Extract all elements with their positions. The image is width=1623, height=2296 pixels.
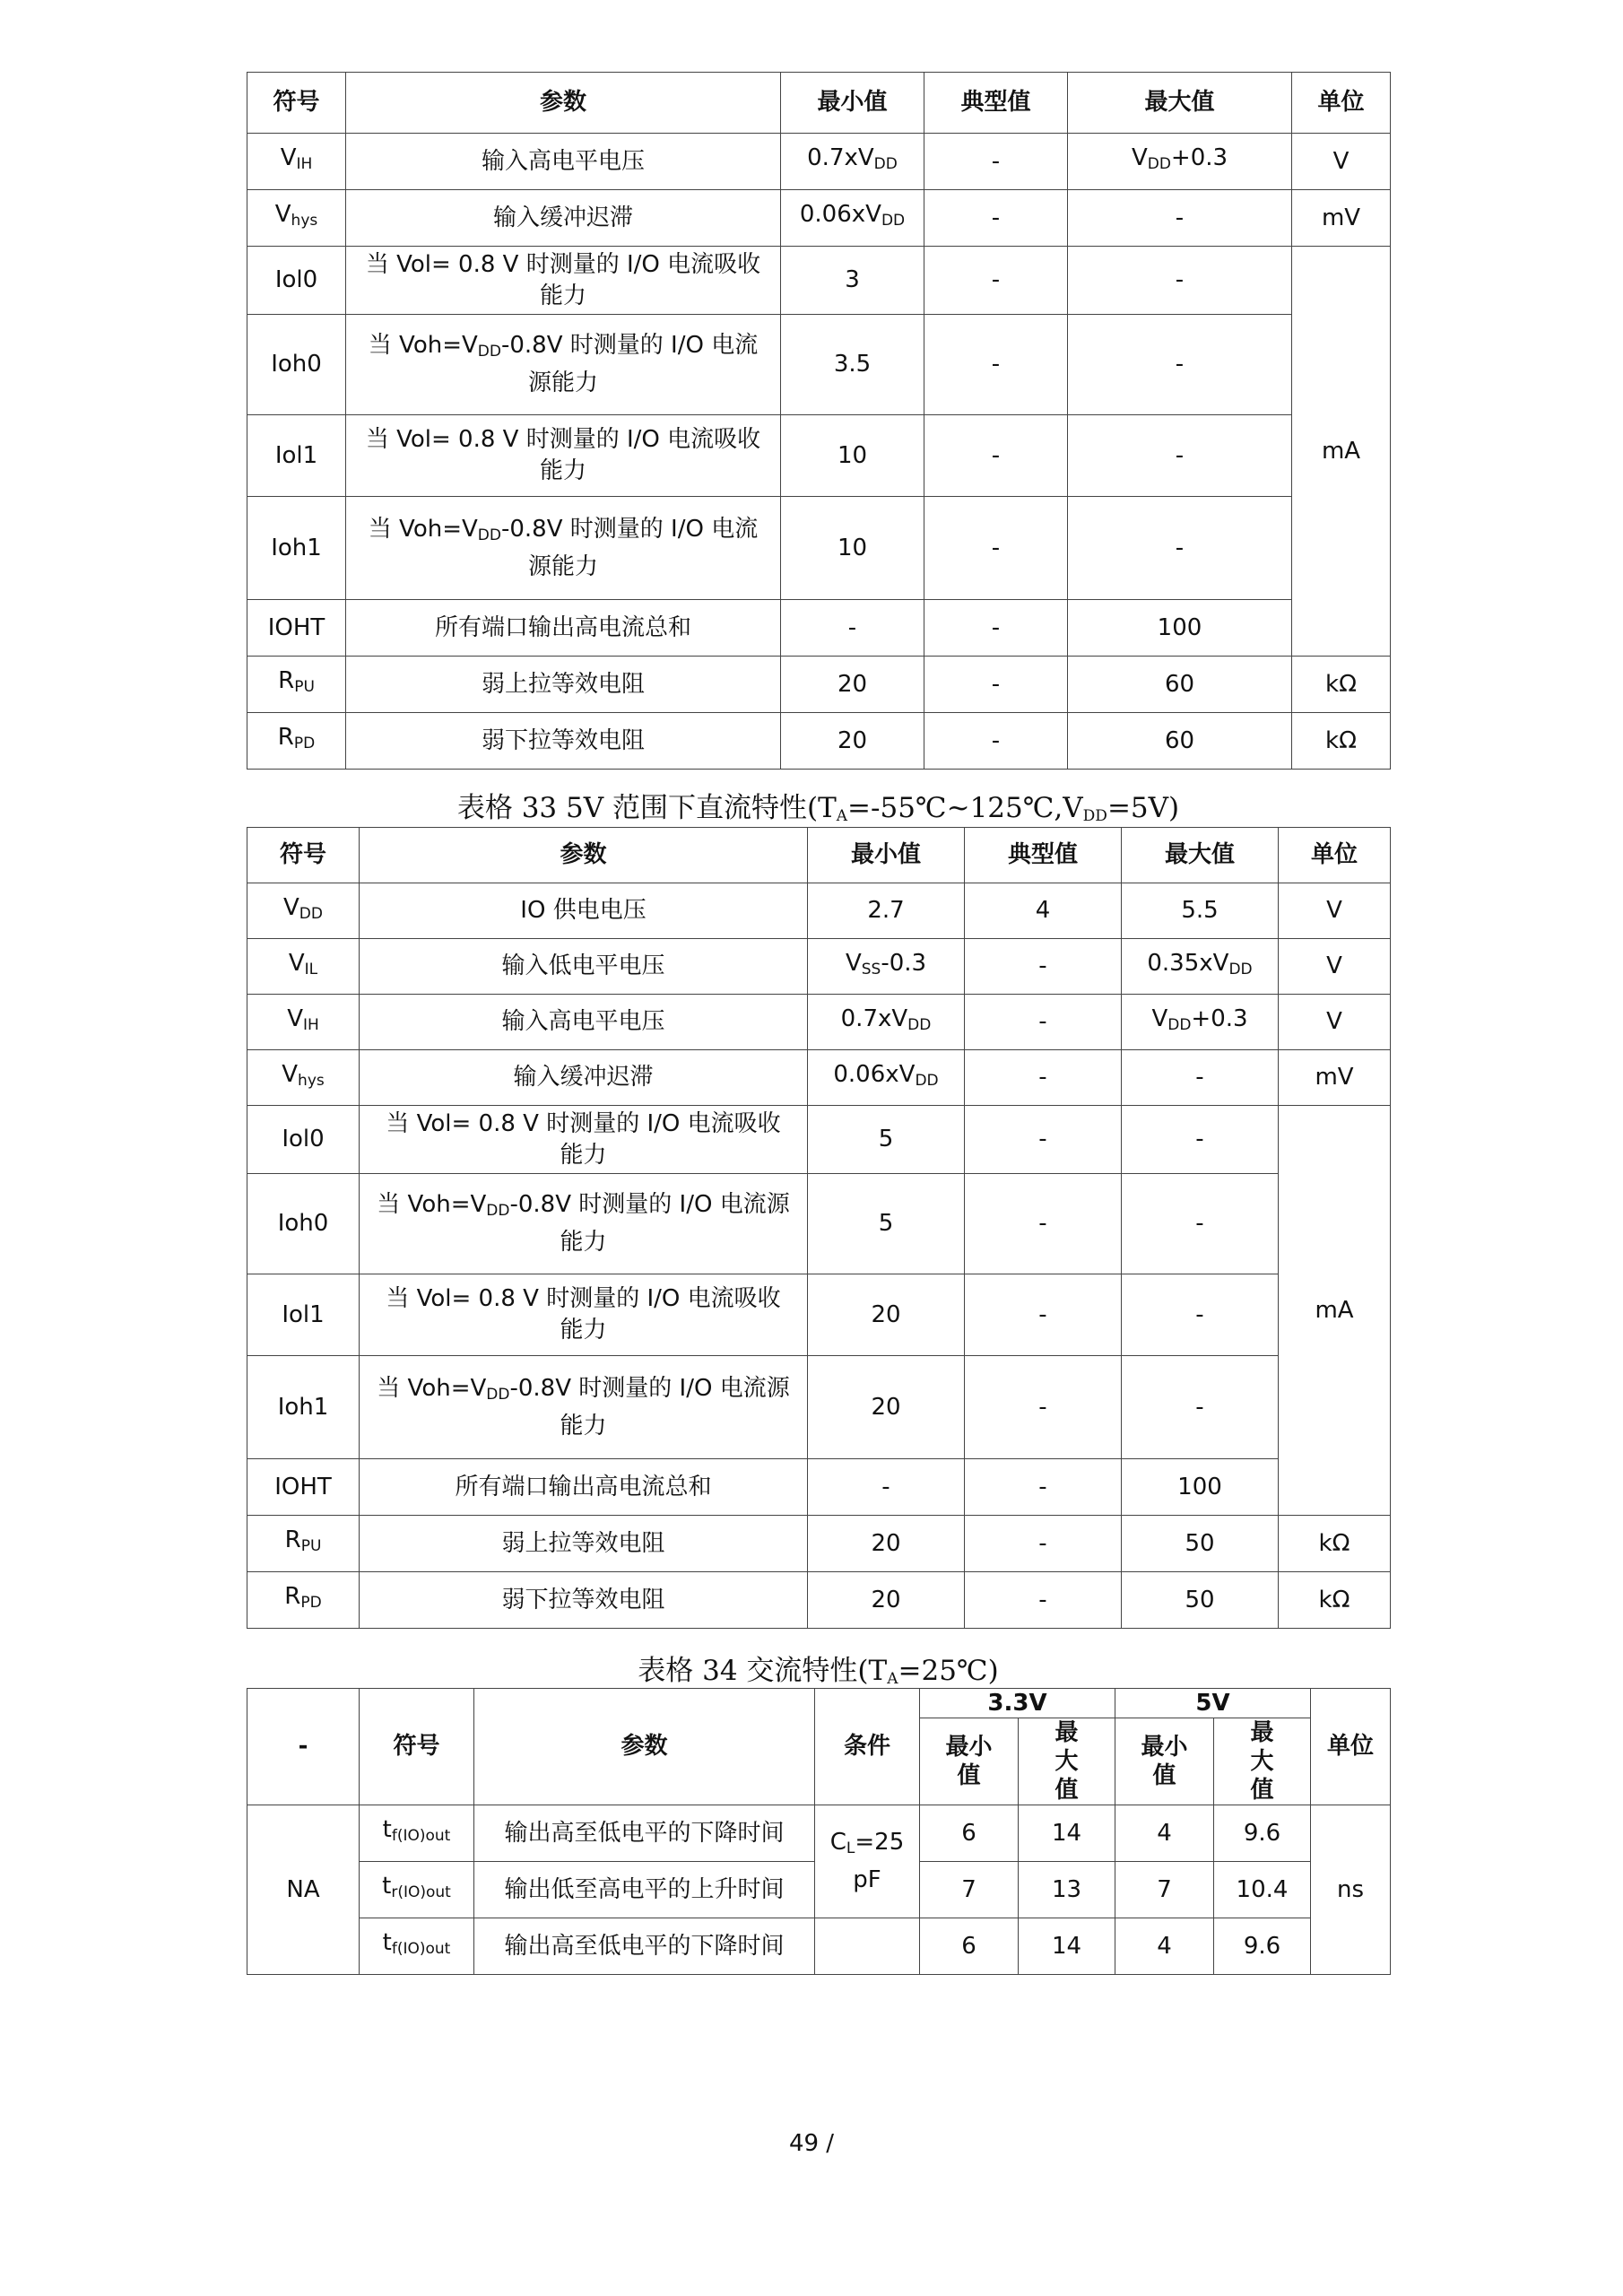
table-row bbox=[247, 1356, 1391, 1459]
typ-cell: - bbox=[924, 415, 1068, 497]
symbol-cell: $V_{hys}$ bbox=[247, 1050, 360, 1106]
parameter-cell: 输出低至高电平的上升时间 bbox=[474, 1862, 815, 1918]
typ-cell: - bbox=[924, 713, 1068, 770]
max-cell: - bbox=[1122, 1050, 1279, 1106]
unit-cell: kΩ bbox=[1292, 657, 1391, 713]
header-unit: 单位 bbox=[1292, 73, 1391, 134]
symbol-cell: Ioh1 bbox=[247, 1356, 360, 1459]
symbol-cell: IOHT bbox=[247, 600, 346, 657]
parameter-cell: 当 $Voh=V_{DD}-0.8V$ 时测量的 I/O 电流 源能力 bbox=[346, 315, 781, 415]
min-cell: 2.7 bbox=[808, 883, 965, 939]
symbol-cell: $t_{f(IO)out}$ bbox=[360, 1918, 474, 1975]
header-unit: 单位 bbox=[1279, 828, 1391, 883]
typ-cell: - bbox=[924, 497, 1068, 600]
table-row bbox=[247, 415, 1391, 497]
header-max-5v: 最大值 bbox=[1214, 1718, 1311, 1805]
symbol-cell: Iol1 bbox=[247, 1274, 360, 1356]
table-row bbox=[247, 1516, 1391, 1572]
parameter-cell: 当 $Voh=V_{DD}-0.8V$ 时测量的 I/O 电流源 能力 bbox=[360, 1174, 808, 1274]
group-cell: NA bbox=[247, 1805, 360, 1975]
table-row bbox=[247, 190, 1391, 247]
symbol-cell: Iol0 bbox=[247, 1106, 360, 1174]
header-symbol: 符号 bbox=[360, 1689, 474, 1805]
table-row bbox=[247, 600, 1391, 657]
table-row bbox=[247, 713, 1391, 770]
typ-cell: - bbox=[965, 995, 1122, 1050]
parameter-cell: 弱下拉等效电阻 bbox=[360, 1572, 808, 1629]
parameter-cell: 输出高至低电平的下降时间 bbox=[474, 1805, 815, 1862]
table-row bbox=[247, 1174, 1391, 1274]
header-min: 最小值 bbox=[781, 73, 924, 134]
max-5v-cell: 9.6 bbox=[1214, 1805, 1311, 1862]
dc-characteristics-table-continued bbox=[247, 72, 1391, 770]
header-max: 最大值 bbox=[1122, 828, 1279, 883]
parameter-cell: 弱上拉等效电阻 bbox=[346, 657, 781, 713]
symbol-cell: $R_{PD}$ bbox=[247, 1572, 360, 1629]
min-5v-cell: 4 bbox=[1115, 1805, 1214, 1862]
min-cell: 5 bbox=[808, 1106, 965, 1174]
symbol-cell: $R_{PD}$ bbox=[247, 713, 346, 770]
typ-cell: - bbox=[924, 600, 1068, 657]
symbol-cell: $R_{PU}$ bbox=[247, 657, 346, 713]
merged-unit-cell: mA bbox=[1292, 247, 1391, 657]
header-symbol: 符号 bbox=[247, 73, 346, 134]
table-row bbox=[247, 1274, 1391, 1356]
table-row bbox=[247, 995, 1391, 1050]
min-5v-cell: 4 bbox=[1115, 1918, 1214, 1975]
min-cell: 3 bbox=[781, 247, 924, 315]
symbol-cell: Ioh0 bbox=[247, 315, 346, 415]
max-cell: - bbox=[1068, 247, 1292, 315]
min-cell: - bbox=[781, 600, 924, 657]
min-cell: 20 bbox=[781, 657, 924, 713]
table-33-caption: 表格 33 5V 范围下直流特性$(T_A=-55℃\sim 125℃,V_{DD}=5V)$ bbox=[456, 792, 1180, 825]
header-3v3: 3.3V bbox=[920, 1689, 1115, 1718]
min-cell: $0.06xV_{DD}$ bbox=[781, 190, 924, 247]
typ-cell: - bbox=[965, 1050, 1122, 1106]
min-cell: - bbox=[808, 1459, 965, 1516]
typ-cell: - bbox=[965, 1572, 1122, 1629]
max-cell: 60 bbox=[1068, 713, 1292, 770]
max-cell: 50 bbox=[1122, 1572, 1279, 1629]
max-3v3-cell: 13 bbox=[1019, 1862, 1115, 1918]
typ-cell: - bbox=[924, 247, 1068, 315]
min-cell: 3.5 bbox=[781, 315, 924, 415]
table-row bbox=[247, 315, 1391, 415]
header-max-3v3: 最大值 bbox=[1019, 1718, 1115, 1805]
typ-cell: - bbox=[965, 1459, 1122, 1516]
parameter-cell: 当 Vol= 0.8 V 时测量的 I/O 电流吸收 能力 bbox=[346, 415, 781, 497]
header-typ: 典型值 bbox=[924, 73, 1068, 134]
header-max: 最大值 bbox=[1068, 73, 1292, 134]
symbol-cell: Ioh1 bbox=[247, 497, 346, 600]
table-row bbox=[247, 657, 1391, 713]
symbol-cell: $V_{hys}$ bbox=[247, 190, 346, 247]
table-row bbox=[247, 1918, 1391, 1975]
table-row bbox=[247, 939, 1391, 995]
min-3v3-cell: 7 bbox=[920, 1862, 1019, 1918]
header-min-3v3: 最小值 bbox=[920, 1718, 1019, 1805]
symbol-cell: IOHT bbox=[247, 1459, 360, 1516]
max-5v-cell: 9.6 bbox=[1214, 1918, 1311, 1975]
max-cell: $V_{DD}+0.3$ bbox=[1122, 995, 1279, 1050]
table-row bbox=[247, 1572, 1391, 1629]
header-parameter: 参数 bbox=[474, 1689, 815, 1805]
typ-cell: - bbox=[965, 1174, 1122, 1274]
symbol-cell: $V_{DD}$ bbox=[247, 883, 360, 939]
header-condition: 条件 bbox=[815, 1689, 920, 1805]
symbol-cell: Ioh0 bbox=[247, 1174, 360, 1274]
min-cell: 20 bbox=[808, 1572, 965, 1629]
max-cell: 50 bbox=[1122, 1516, 1279, 1572]
symbol-cell: $R_{PU}$ bbox=[247, 1516, 360, 1572]
max-3v3-cell: 14 bbox=[1019, 1805, 1115, 1862]
symbol-cell: Iol1 bbox=[247, 415, 346, 497]
table-row bbox=[247, 134, 1391, 190]
min-cell: 5 bbox=[808, 1174, 965, 1274]
parameter-cell: 输入高电平电压 bbox=[346, 134, 781, 190]
unit-cell: mV bbox=[1292, 190, 1391, 247]
header-parameter: 参数 bbox=[346, 73, 781, 134]
max-cell: - bbox=[1122, 1356, 1279, 1459]
table-row bbox=[247, 1459, 1391, 1516]
condition-cell: $C_L=25$ pF bbox=[815, 1805, 920, 1918]
min-cell: $0.7xV_{DD}$ bbox=[808, 995, 965, 1050]
parameter-cell: 输入低电平电压 bbox=[360, 939, 808, 995]
symbol-cell: $t_{r(IO)out}$ bbox=[360, 1862, 474, 1918]
parameter-cell: 当 $Voh=V_{DD}-0.8V$ 时测量的 I/O 电流源 能力 bbox=[360, 1356, 808, 1459]
typ-cell: - bbox=[965, 1274, 1122, 1356]
max-cell: 100 bbox=[1068, 600, 1292, 657]
max-cell: - bbox=[1122, 1106, 1279, 1174]
max-cell: 5.5 bbox=[1122, 883, 1279, 939]
table-row bbox=[247, 1050, 1391, 1106]
table-row bbox=[247, 497, 1391, 600]
typ-cell: - bbox=[965, 1356, 1122, 1459]
header-dash: - bbox=[247, 1689, 360, 1805]
unit-cell: mV bbox=[1279, 1050, 1391, 1106]
max-5v-cell: 10.4 bbox=[1214, 1862, 1311, 1918]
header-typ: 典型值 bbox=[965, 828, 1122, 883]
max-cell: $V_{DD}+0.3$ bbox=[1068, 134, 1292, 190]
header-min: 最小值 bbox=[808, 828, 965, 883]
parameter-cell: 当 Vol= 0.8 V 时测量的 I/O 电流吸收 能力 bbox=[346, 247, 781, 315]
parameter-cell: 所有端口输出高电流总和 bbox=[360, 1459, 808, 1516]
typ-cell: - bbox=[965, 939, 1122, 995]
parameter-cell: 输出高至低电平的下降时间 bbox=[474, 1918, 815, 1975]
typ-cell: 4 bbox=[965, 883, 1122, 939]
max-cell: - bbox=[1068, 497, 1292, 600]
min-3v3-cell: 6 bbox=[920, 1805, 1019, 1862]
min-cell: 20 bbox=[781, 713, 924, 770]
max-cell: - bbox=[1068, 315, 1292, 415]
max-3v3-cell: 14 bbox=[1019, 1918, 1115, 1975]
table-row bbox=[247, 247, 1391, 315]
min-cell: 20 bbox=[808, 1516, 965, 1572]
max-cell: $0.35xV_{DD}$ bbox=[1122, 939, 1279, 995]
min-3v3-cell: 6 bbox=[920, 1918, 1019, 1975]
typ-cell: - bbox=[924, 315, 1068, 415]
header-parameter: 参数 bbox=[360, 828, 808, 883]
parameter-cell: 弱下拉等效电阻 bbox=[346, 713, 781, 770]
max-cell: - bbox=[1068, 190, 1292, 247]
parameter-cell: 所有端口输出高电流总和 bbox=[346, 600, 781, 657]
unit-cell: V bbox=[1292, 134, 1391, 190]
min-5v-cell: 7 bbox=[1115, 1862, 1214, 1918]
unit-cell: kΩ bbox=[1279, 1516, 1391, 1572]
merged-unit-cell: mA bbox=[1279, 1106, 1391, 1516]
table-row bbox=[247, 883, 1391, 939]
max-cell: 100 bbox=[1122, 1459, 1279, 1516]
max-cell: - bbox=[1122, 1274, 1279, 1356]
page-number: 49 / bbox=[788, 2130, 835, 2157]
min-cell: $0.06xV_{DD}$ bbox=[808, 1050, 965, 1106]
unit-cell: kΩ bbox=[1279, 1572, 1391, 1629]
min-cell: 10 bbox=[781, 415, 924, 497]
parameter-cell: IO 供电电压 bbox=[360, 883, 808, 939]
table-row bbox=[247, 1805, 1391, 1862]
ac-characteristics-table bbox=[247, 1688, 1391, 1975]
header-unit: 单位 bbox=[1311, 1689, 1391, 1805]
parameter-cell: 当 Vol= 0.8 V 时测量的 I/O 电流吸收 能力 bbox=[360, 1274, 808, 1356]
max-cell: - bbox=[1122, 1174, 1279, 1274]
min-cell: 10 bbox=[781, 497, 924, 600]
unit-cell: V bbox=[1279, 939, 1391, 995]
max-cell: 60 bbox=[1068, 657, 1292, 713]
min-cell: 20 bbox=[808, 1274, 965, 1356]
symbol-cell: $V_{IH}$ bbox=[247, 995, 360, 1050]
table-34-caption: 表格 34 交流特性$(T_A=25℃)$ bbox=[638, 1655, 999, 1688]
symbol-cell: Iol0 bbox=[247, 247, 346, 315]
header-symbol: 符号 bbox=[247, 828, 360, 883]
condition-cell-empty bbox=[815, 1918, 920, 1975]
symbol-cell: $t_{f(IO)out}$ bbox=[360, 1805, 474, 1862]
typ-cell: - bbox=[924, 134, 1068, 190]
typ-cell: - bbox=[924, 190, 1068, 247]
unit-cell: kΩ bbox=[1292, 713, 1391, 770]
min-cell: $V_{SS}-0.3$ bbox=[808, 939, 965, 995]
symbol-cell: $V_{IL}$ bbox=[247, 939, 360, 995]
parameter-cell: 输入高电平电压 bbox=[360, 995, 808, 1050]
typ-cell: - bbox=[965, 1106, 1122, 1174]
header-5v: 5V bbox=[1115, 1689, 1311, 1718]
parameter-cell: 输入缓冲迟滞 bbox=[360, 1050, 808, 1106]
unit-cell: V bbox=[1279, 995, 1391, 1050]
parameter-cell: 输入缓冲迟滞 bbox=[346, 190, 781, 247]
unit-cell: ns bbox=[1311, 1805, 1391, 1975]
typ-cell: - bbox=[924, 657, 1068, 713]
parameter-cell: 弱上拉等效电阻 bbox=[360, 1516, 808, 1572]
dc-characteristics-5v-table bbox=[247, 827, 1391, 1629]
parameter-cell: 当 $Voh=V_{DD}-0.8V$ 时测量的 I/O 电流 源能力 bbox=[346, 497, 781, 600]
symbol-cell: $V_{IH}$ bbox=[247, 134, 346, 190]
min-cell: $0.7xV_{DD}$ bbox=[781, 134, 924, 190]
min-cell: 20 bbox=[808, 1356, 965, 1459]
parameter-cell: 当 Vol= 0.8 V 时测量的 I/O 电流吸收 能力 bbox=[360, 1106, 808, 1174]
header-min-5v: 最小值 bbox=[1115, 1718, 1214, 1805]
max-cell: - bbox=[1068, 415, 1292, 497]
typ-cell: - bbox=[965, 1516, 1122, 1572]
table-row bbox=[247, 1106, 1391, 1174]
unit-cell: V bbox=[1279, 883, 1391, 939]
